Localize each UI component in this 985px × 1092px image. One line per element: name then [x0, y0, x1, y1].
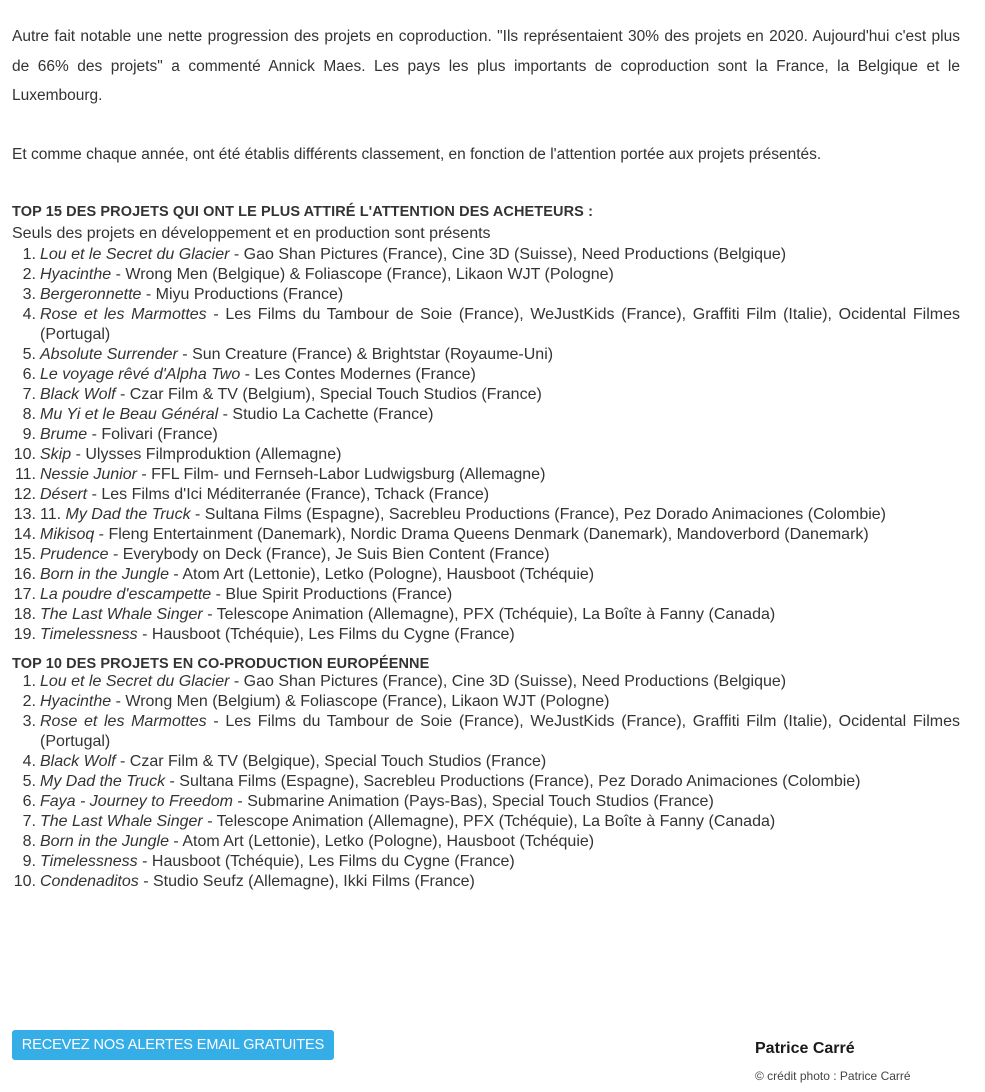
- project-producers: - Blue Spirit Productions (France): [211, 586, 453, 603]
- project-title: Born in the Jungle: [40, 833, 169, 850]
- list-item-number: 14.: [13, 526, 36, 543]
- project-title: Timelessness: [40, 626, 138, 643]
- list-item-number: 10.: [13, 873, 36, 890]
- email-alerts-button[interactable]: RECEVEZ NOS ALERTES EMAIL GRATUITES: [12, 1030, 334, 1060]
- list-item: [12, 692, 960, 712]
- list-item: [12, 425, 960, 445]
- list-item-number: 7.: [22, 386, 36, 403]
- list-item-number: 19.: [13, 626, 36, 643]
- project-producers: - Atom Art (Lettonie), Letko (Pologne), Hausboot (Tchéquie): [168, 833, 595, 850]
- project-producers: - Ulysses Filmproduktion (Allemagne): [71, 446, 342, 463]
- list-item-number: 6.: [22, 793, 36, 810]
- project-title: Faya - Journey to Freedom: [40, 793, 233, 810]
- project-producers: - Les Films du Tambour de Soie (France), WeJustKids (France), Graffiti Film (Italie), Ocidental Filmes (Portugal): [40, 713, 960, 750]
- project-producers: - Fleng Entertainment (Danemark), Nordic Drama Queens Denmark (Danemark), Mandoverbord (Danemark): [94, 526, 869, 543]
- list-item: [12, 752, 960, 772]
- project-producers: - Folivari (France): [87, 426, 218, 443]
- project-title: My Dad the Truck: [40, 773, 166, 790]
- project-producers: - Submarine Animation (Pays-Bas), Special Touch Studios (France): [232, 793, 714, 810]
- list-item-number: 9.: [22, 426, 36, 443]
- project-producers: - Studio Seufz (Allemagne), Ikki Films (France): [138, 873, 475, 890]
- list-item: [12, 625, 960, 645]
- list-item: [12, 812, 960, 832]
- list-item-number: 16.: [13, 566, 36, 583]
- list-item: [12, 285, 960, 305]
- list-item: [12, 445, 960, 465]
- list-item-number: 4.: [22, 306, 36, 323]
- project-producers: - Miyu Productions (France): [141, 286, 344, 303]
- list-item-number: 1.: [22, 246, 36, 263]
- photo-credit: © crédit photo : Patrice Carré: [755, 1069, 911, 1083]
- project-producers: - Czar Film & TV (Belgium), Special Touch Studios (France): [115, 386, 542, 403]
- list-item-number: 3.: [22, 713, 36, 730]
- project-producers: - Sun Creature (France) & Brightstar (Royaume-Uni): [177, 346, 554, 363]
- list-item-prefix: 11.: [40, 506, 66, 523]
- list-item: [12, 605, 960, 625]
- project-producers: - Hausboot (Tchéquie), Les Films du Cygne (France): [137, 626, 515, 643]
- project-title: Lou et le Secret du Glacier: [40, 673, 230, 690]
- list-item: [12, 852, 960, 872]
- project-title: Black Wolf: [40, 386, 116, 403]
- list-item-number: 15.: [13, 546, 36, 563]
- list-item-number: 17.: [13, 586, 36, 603]
- top15-list: [12, 245, 960, 645]
- article-paragraph-2: Et comme chaque année, ont été établis différents classement, en fonction de l'attention portée aux projets présentés.: [12, 145, 822, 163]
- list-item-number: 9.: [22, 853, 36, 870]
- list-item: [12, 832, 960, 852]
- project-producers: - Hausboot (Tchéquie), Les Films du Cygne (France): [137, 853, 515, 870]
- list-item: [12, 792, 960, 812]
- article-body: [12, 0, 960, 892]
- project-title: Rose et les Marmottes: [40, 306, 207, 323]
- list-item: [12, 305, 960, 345]
- list-item: [12, 245, 960, 265]
- project-producers: - Telescope Animation (Allemagne), PFX (Tchéquie), La Boîte à Fanny (Canada): [202, 813, 776, 830]
- author-name: Patrice Carré: [755, 1040, 855, 1057]
- list-item-number: 2.: [22, 266, 36, 283]
- top10-list: [12, 672, 960, 892]
- project-producers: - Studio La Cachette (France): [218, 406, 434, 423]
- list-item-number: 5.: [22, 773, 36, 790]
- project-title: Hyacinthe: [40, 266, 112, 283]
- project-title: The Last Whale Singer: [40, 813, 203, 830]
- list-item: [12, 585, 960, 605]
- project-producers: - Sultana Films (Espagne), Sacrebleu Productions (France), Pez Dorado Animaciones (Colombie): [165, 773, 861, 790]
- project-title: Mikisoq: [40, 526, 95, 543]
- top15-note: Seuls des projets en développement et en production sont présents: [12, 225, 491, 242]
- project-producers: - Atom Art (Lettonie), Letko (Pologne), Hausboot (Tchéquie): [168, 566, 595, 583]
- list-item: [12, 405, 960, 425]
- list-item: [12, 345, 960, 365]
- list-item: [12, 505, 960, 525]
- project-title: La poudre d'escampette: [40, 586, 212, 603]
- project-producers: - Czar Film & TV (Belgique), Special Touch Studios (France): [115, 753, 547, 770]
- project-title: Mu Yi et le Beau Général: [40, 406, 219, 423]
- project-producers: - Les Films du Tambour de Soie (France), WeJustKids (France), Graffiti Film (Italie), Ocidental Filmes (Portugal): [40, 306, 960, 343]
- project-title: Timelessness: [40, 853, 138, 870]
- list-item-number: 2.: [22, 693, 36, 710]
- list-item-number: 12.: [13, 486, 36, 503]
- project-producers: - Wrong Men (Belgium) & Foliascope (France), Likaon WJT (Pologne): [111, 693, 610, 710]
- project-title: Le voyage rêvé d'Alpha Two: [40, 366, 241, 383]
- project-producers: - Everybody on Deck (France), Je Suis Bien Content (France): [108, 546, 550, 563]
- project-title: Black Wolf: [40, 753, 116, 770]
- project-title: The Last Whale Singer: [40, 606, 203, 623]
- project-title: Prudence: [40, 546, 109, 563]
- list-item-number: 10.: [13, 446, 36, 463]
- project-title: Désert: [40, 486, 88, 503]
- list-item: [12, 545, 960, 565]
- project-producers: - Gao Shan Pictures (France), Cine 3D (Suisse), Need Productions (Belgique): [229, 246, 787, 263]
- list-item-number: 6.: [22, 366, 36, 383]
- list-item-number: 3.: [22, 286, 36, 303]
- project-title: Bergeronnette: [40, 286, 142, 303]
- top15-heading: TOP 15 DES PROJETS QUI ONT LE PLUS ATTIRÉ L'ATTENTION DES ACHETEURS :: [12, 204, 594, 220]
- list-item-number: 8.: [22, 833, 36, 850]
- project-producers: - Telescope Animation (Allemagne), PFX (Tchéquie), La Boîte à Fanny (Canada): [202, 606, 776, 623]
- list-item-number: 18.: [13, 606, 36, 623]
- list-item: [12, 485, 960, 505]
- list-item: [12, 525, 960, 545]
- project-producers: - Les Films d'Ici Méditerranée (France), Tchack (France): [87, 486, 490, 503]
- list-item-number: 1.: [22, 673, 36, 690]
- list-item: [12, 712, 960, 752]
- project-title: Brume: [40, 426, 88, 443]
- list-item: [12, 465, 960, 485]
- project-title: Hyacinthe: [40, 693, 112, 710]
- project-title: Skip: [40, 446, 72, 463]
- list-item: [12, 365, 960, 385]
- project-title: Born in the Jungle: [40, 566, 169, 583]
- list-item-number: 7.: [22, 813, 36, 830]
- project-title: Absolute Surrender: [40, 346, 178, 363]
- top10-heading: TOP 10 DES PROJETS EN CO-PRODUCTION EUROPÉENNE: [12, 656, 430, 672]
- list-item-number: 5.: [22, 346, 36, 363]
- list-item: [12, 565, 960, 585]
- list-item: [12, 772, 960, 792]
- list-item-number: 4.: [22, 753, 36, 770]
- project-producers: - Wrong Men (Belgique) & Foliascope (France), Likaon WJT (Pologne): [111, 266, 614, 283]
- list-item: [12, 385, 960, 405]
- list-item-number: 13.: [13, 506, 36, 523]
- project-producers: - Gao Shan Pictures (France), Cine 3D (Suisse), Need Productions (Belgique): [229, 673, 787, 690]
- project-title: Nessie Junior: [40, 466, 137, 483]
- project-title: Condenaditos: [40, 873, 139, 890]
- project-producers: - Les Contes Modernes (France): [240, 366, 476, 383]
- article-paragraph-1: Autre fait notable une nette progression des projets en coproduction. "Ils représentaient 30% des projets en 2020. Aujourd'hui c'est plus de 66% des projets" a commenté Annick Maes. Les pays les plus importants de coproduction sont la France, la Belgique et le Luxembourg.: [12, 28, 960, 104]
- project-title: Rose et les Marmottes: [40, 713, 207, 730]
- project-producers: - FFL Film- und Fernseh-Labor Ludwigsburg (Allemagne): [136, 466, 546, 483]
- list-item: [12, 872, 960, 892]
- list-item-number: 8.: [22, 406, 36, 423]
- list-item: [12, 265, 960, 285]
- list-item-number: 11.: [14, 466, 36, 483]
- project-title: Lou et le Secret du Glacier: [40, 246, 230, 263]
- project-title: My Dad the Truck: [65, 506, 191, 523]
- list-item: [12, 672, 960, 692]
- project-producers: - Sultana Films (Espagne), Sacrebleu Productions (France), Pez Dorado Animaciones (Colombie): [190, 506, 886, 523]
